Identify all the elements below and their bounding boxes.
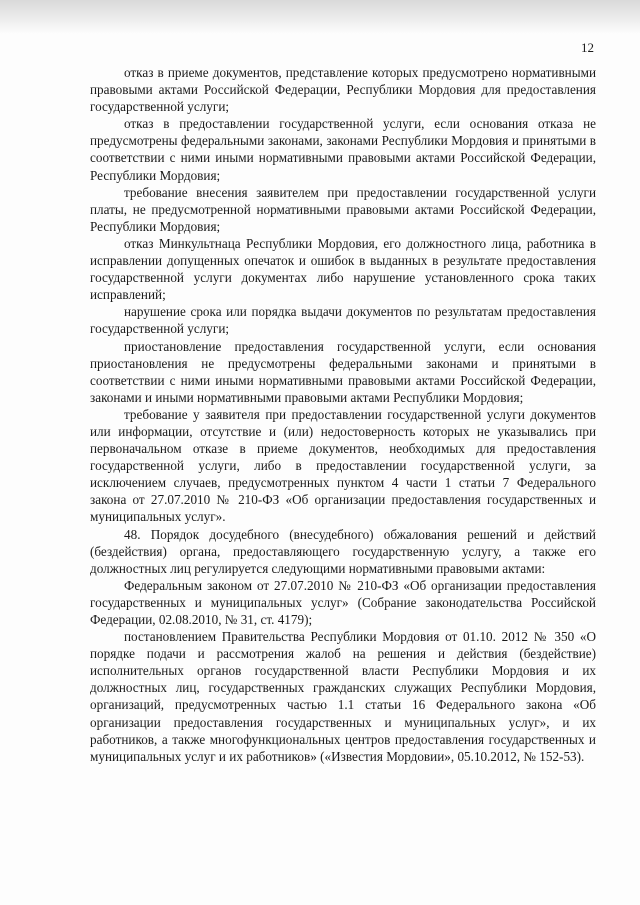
paragraph-fee-requirement: требование внесения заявителем при предоставлении государственной услуги платы, не предусмотренной нормативными правовыми актами Российской Федерации, Республики Мордовия; (90, 184, 596, 234)
paragraph-correction-refusal: отказ Минкультнаца Республики Мордовия, его должностного лица, работника в исправлении допущенных опечаток и ошибок в выданных в результате предоставления государственной услуги документах либо нарушение установленного срока таких исправлений; (90, 235, 596, 303)
paragraph-item-48: 48. Порядок досудебного (внесудебного) обжалования решений и действий (бездействия) органа, предоставляющего государственную услугу, а также его должностных лиц регулируется следующими нормативными правовыми актами: (90, 526, 596, 576)
paragraph-refusal-service: отказ в предоставлении государственной услуги, если основания отказа не предусмотрены федеральными законами, законами Республики Мордовия и принятыми в соответствии с ними иными нормативными правовыми актами Российской Федерации, Республики Мордовия; (90, 116, 596, 183)
paragraph-refusal-documents: отказ в приеме документов, представление которых предусмотрено нормативными правовыми актами Российской Федерации, Республики Мордовия для предоставления государственной услуги; (90, 65, 596, 115)
paragraph-government-decree: постановлением Правительства Республики Мордовия от 01.10. 2012 № 350 «О порядке подачи и рассмотрения жалоб на решения и действия (бездействие) исполнительных органов государственной власти Республики Мордовия и их должностных лиц, государственных гражданских служащих Республики Мордовия, организаций, предусмотренных частью 1.1 статьи 16 Федерального закона «Об организации предоставления государственных и муниципальных услуг», и их работников, а также многофункциональных центров предоставления государственных и муниципальных услуг и их работников» («Известия Мордовии», 05.10.2012, № 152-53). (90, 629, 596, 764)
paragraph-deadline-violation: нарушение срока или порядка выдачи документов по результатам предоставления государственной услуги; (90, 304, 596, 337)
paragraph-suspension: приостановление предоставления государственной услуги, если основания приостановления не предусмотрены федеральными законами и принятыми в соответствии с ними иными нормативными правовыми актами Российской Федерации, законами и иными нормативными правовыми актами Республики Мордовия; (90, 338, 596, 405)
paragraph-extra-documents: требование у заявителя при предоставлении государственной услуги документов или информации, отсутствие и (или) недостоверность которых не указывались при первоначальном отказе в приеме документов, необходимых для предоставления государственной услуги, либо в предоставлении государственной услуги, за исключением случаев, предусмотренных пунктом 4 части 1 статьи 7 Федерального закона от 27.07.2010 № 210-ФЗ «Об организации предоставления государственных и муниципальных услуг». (90, 406, 596, 525)
document-body (90, 64, 596, 765)
page-number: 12 (581, 40, 594, 55)
scan-shadow (0, 0, 640, 34)
paragraph-federal-law: Федеральным законом от 27.07.2010 № 210-ФЗ «Об организации предоставления государственных и муниципальных услуг» (Собрание законодательства Российской Федерации, 02.08.2010, № 31, ст. 4179); (90, 577, 596, 627)
